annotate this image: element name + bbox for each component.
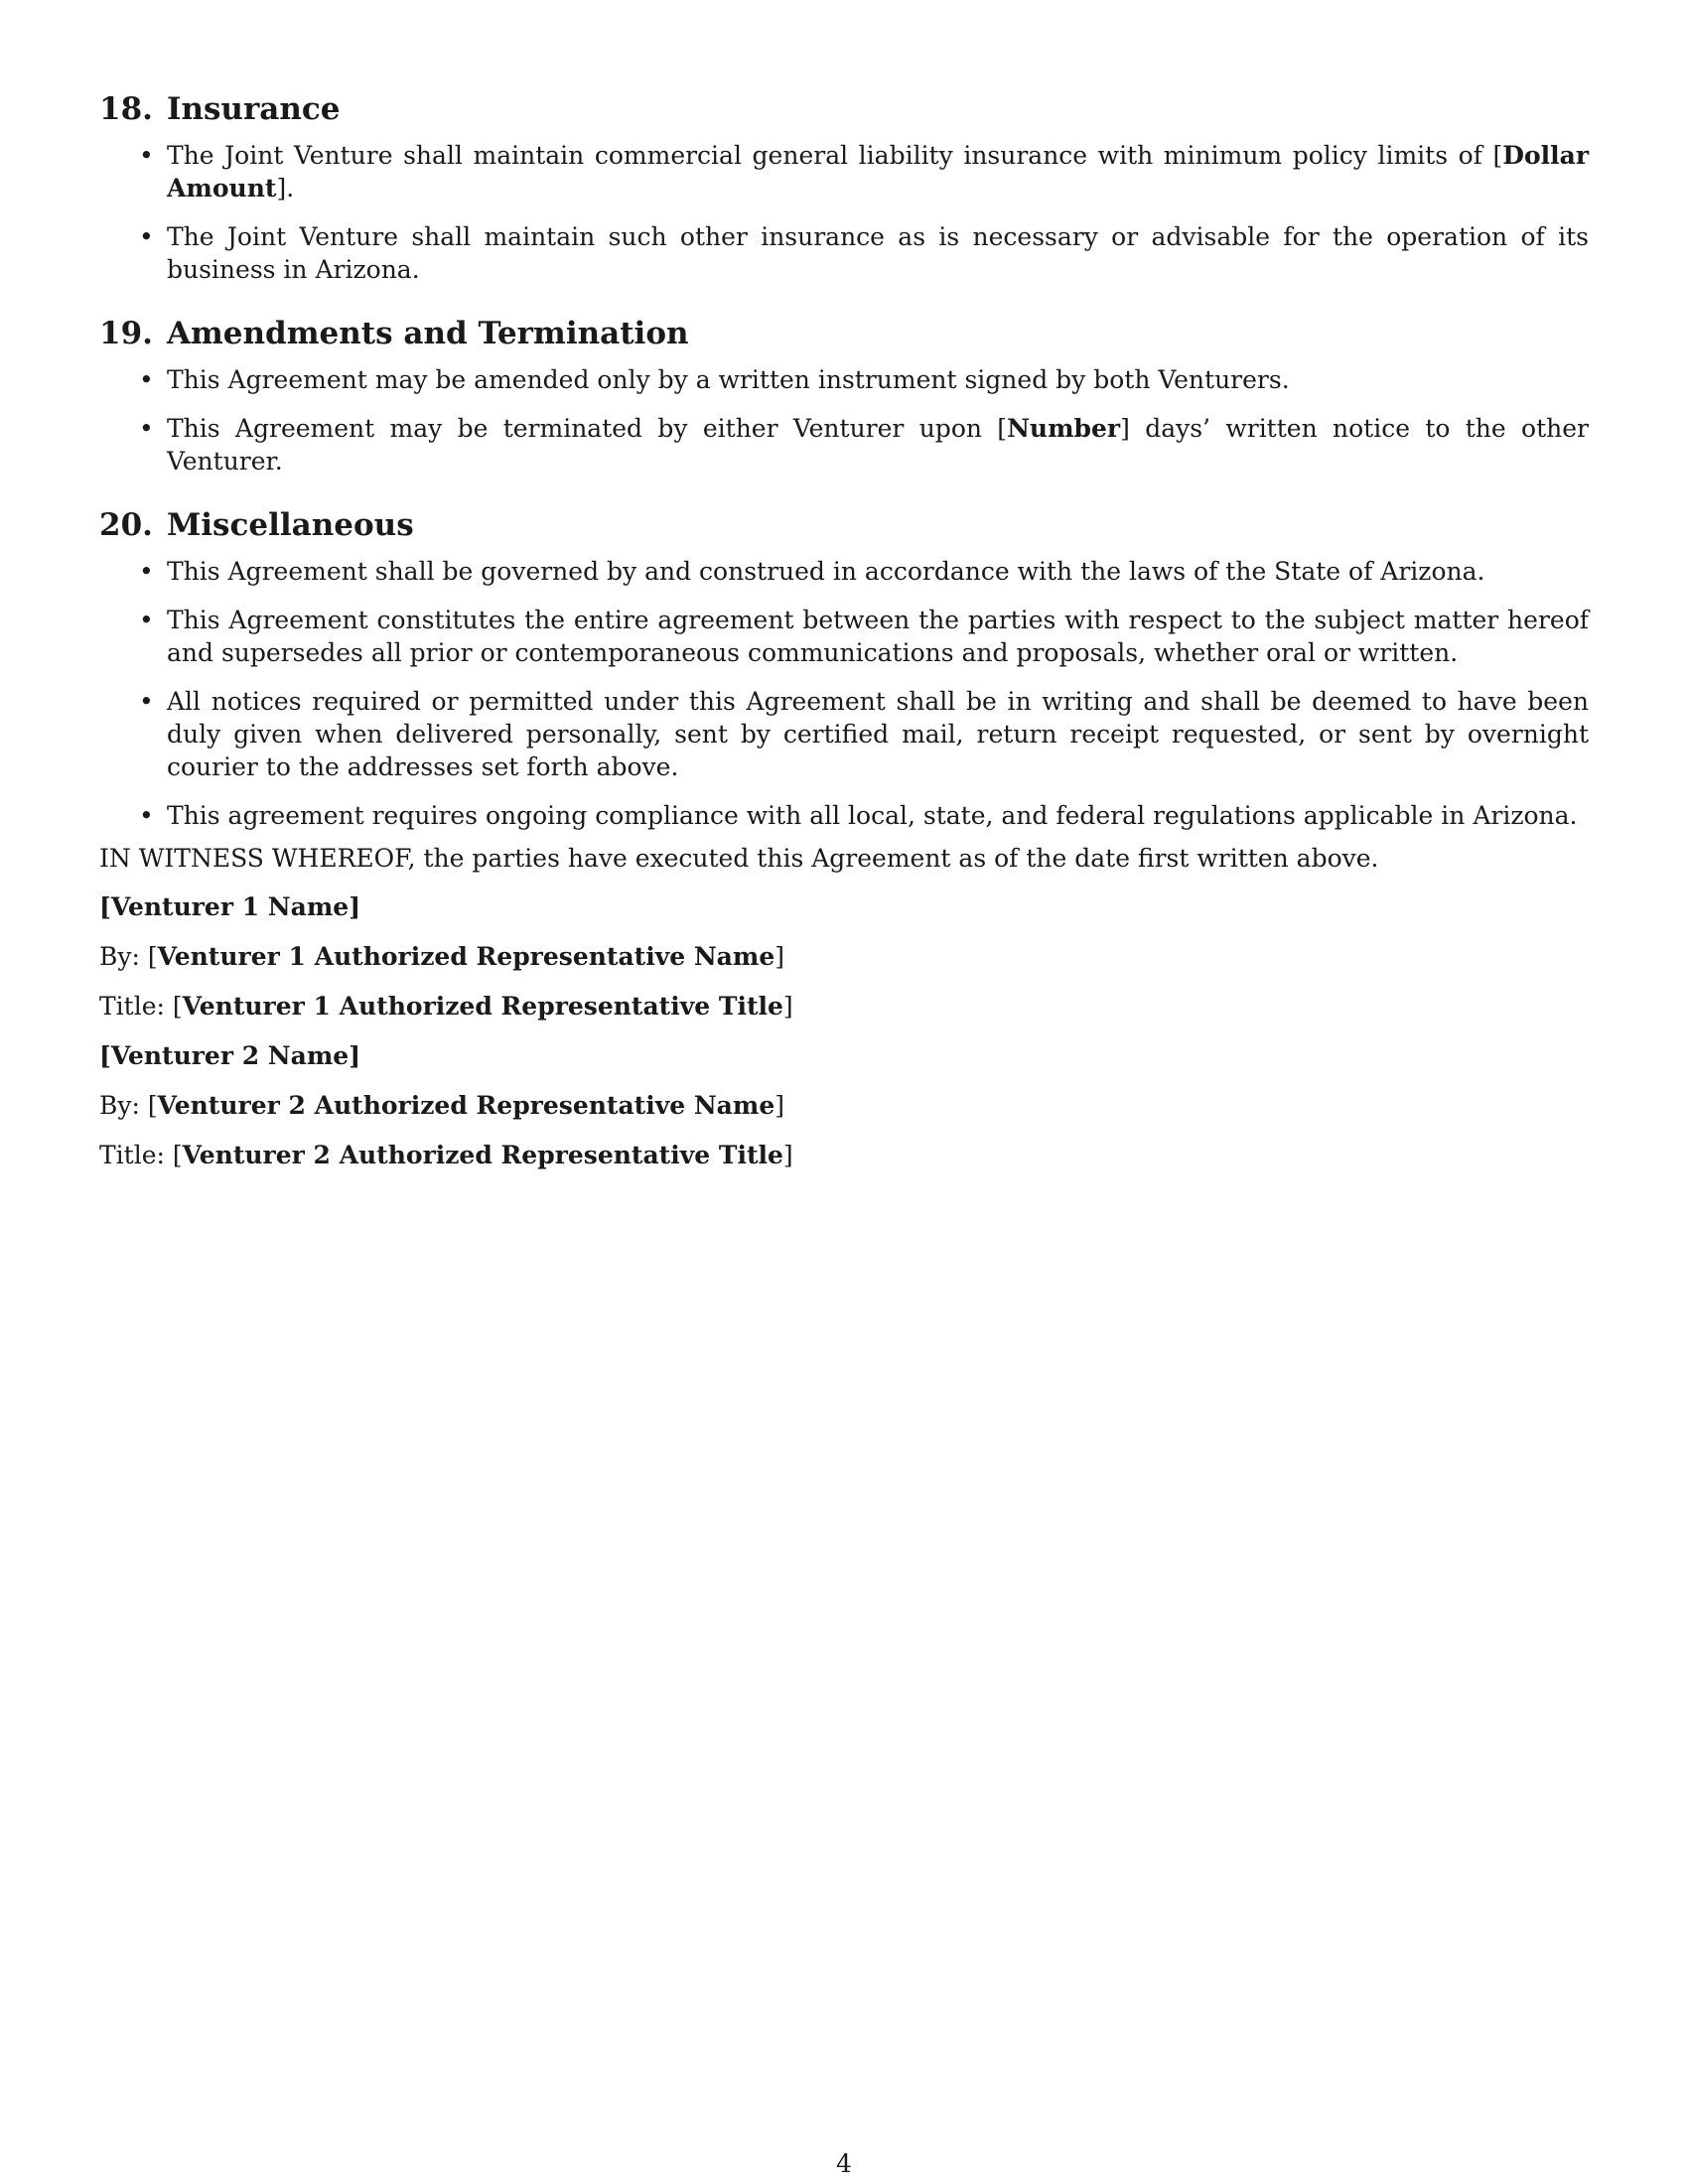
list-item (99, 220, 1589, 286)
clause-text: This Agreement shall be governed by and construed in accordance with the laws of the State of Arizona. (167, 557, 1485, 586)
venturer-1-rep-title-line: Title: [Venturer 1 Authorized Representative Title] (99, 992, 793, 1021)
clause-text: The Joint Venture shall maintain commercial general liability insurance with minimum policy limits of [ (167, 141, 1503, 170)
list-item (99, 604, 1589, 669)
list-item (99, 363, 1589, 396)
clause-text: ] days’ written notice to the other Venturer. (167, 414, 1589, 476)
venturer-1-rep-name-line: By: [Venturer 1 Authorized Representative Name] (99, 942, 785, 971)
bullet-list (99, 363, 1589, 478)
section-heading (99, 89, 1589, 129)
by-label: By: (99, 942, 140, 971)
title-label: Title: (99, 992, 165, 1021)
bullet-list (99, 139, 1589, 286)
placeholder-field: Venturer 2 Name (110, 1041, 350, 1070)
clause-text: This Agreement may be amended only by a written instrument signed by both Venturers. (167, 365, 1290, 394)
placeholder-field: Venturer 1 Name (110, 892, 350, 921)
placeholder-field: Dollar Amount (167, 141, 1589, 203)
section-heading (99, 505, 1589, 545)
signature-block (99, 890, 1589, 1171)
clause-text: ]. (276, 174, 295, 203)
clause-text: All notices required or permitted under this Agreement shall be in writing and shall be deemed to have been duly given when delivered personally, sent by certified mail, return receipt requested, or sent by overnight courier to the addresses set forth above. (167, 687, 1589, 781)
venturer-1-name: [Venturer 1 Name] (99, 892, 361, 921)
section-miscellaneous (99, 505, 1589, 832)
section-title-text: Miscellaneous (166, 507, 414, 543)
title-label: Title: (99, 1141, 165, 1169)
section-heading (99, 314, 1589, 353)
venturer-2-name: [Venturer 2 Name] (99, 1041, 361, 1070)
section-insurance (99, 89, 1589, 286)
clause-text: This agreement requires ongoing compliance with all local, state, and federal regulations applicable in Arizona. (167, 801, 1578, 830)
clause-text: The Joint Venture shall maintain such other insurance as is necessary or advisable for the operation of its business in Arizona. (167, 222, 1589, 284)
placeholder-field: Venturer 2 Authorized Representative Name (157, 1091, 775, 1120)
placeholder-field: Venturer 1 Authorized Representative Title (182, 992, 783, 1021)
list-item (99, 139, 1589, 205)
section-amendments-termination (99, 314, 1589, 478)
list-item (99, 555, 1589, 588)
by-label: By: (99, 1091, 140, 1120)
placeholder-field: Number (1007, 414, 1121, 443)
section-number: 20. (99, 507, 153, 543)
section-title-text: Insurance (166, 91, 341, 127)
clause-text: This Agreement may be terminated by either Venturer upon [ (167, 414, 1008, 443)
bullet-list (99, 555, 1589, 832)
section-number: 19. (99, 316, 153, 351)
section-title-text: Amendments and Termination (166, 316, 689, 351)
page-number: 4 (836, 2149, 852, 2178)
document-content (99, 89, 1589, 1188)
placeholder-field: Venturer 2 Authorized Representative Title (182, 1141, 783, 1169)
list-item (99, 685, 1589, 783)
venturer-2-rep-name-line: By: [Venturer 2 Authorized Representative Name] (99, 1091, 785, 1120)
placeholder-field: Venturer 1 Authorized Representative Name (157, 942, 775, 971)
clause-text: This Agreement constitutes the entire agreement between the parties with respect to the subject matter hereof and supersedes all prior or contemporaneous communications and proposals, whether oral or written. (167, 606, 1589, 667)
list-item (99, 799, 1589, 832)
venturer-2-rep-title-line: Title: [Venturer 2 Authorized Representative Title] (99, 1141, 793, 1169)
witness-statement: IN WITNESS WHEREOF, the parties have executed this Agreement as of the date first written above. (99, 844, 1379, 873)
list-item (99, 412, 1589, 478)
section-number: 18. (99, 91, 153, 127)
